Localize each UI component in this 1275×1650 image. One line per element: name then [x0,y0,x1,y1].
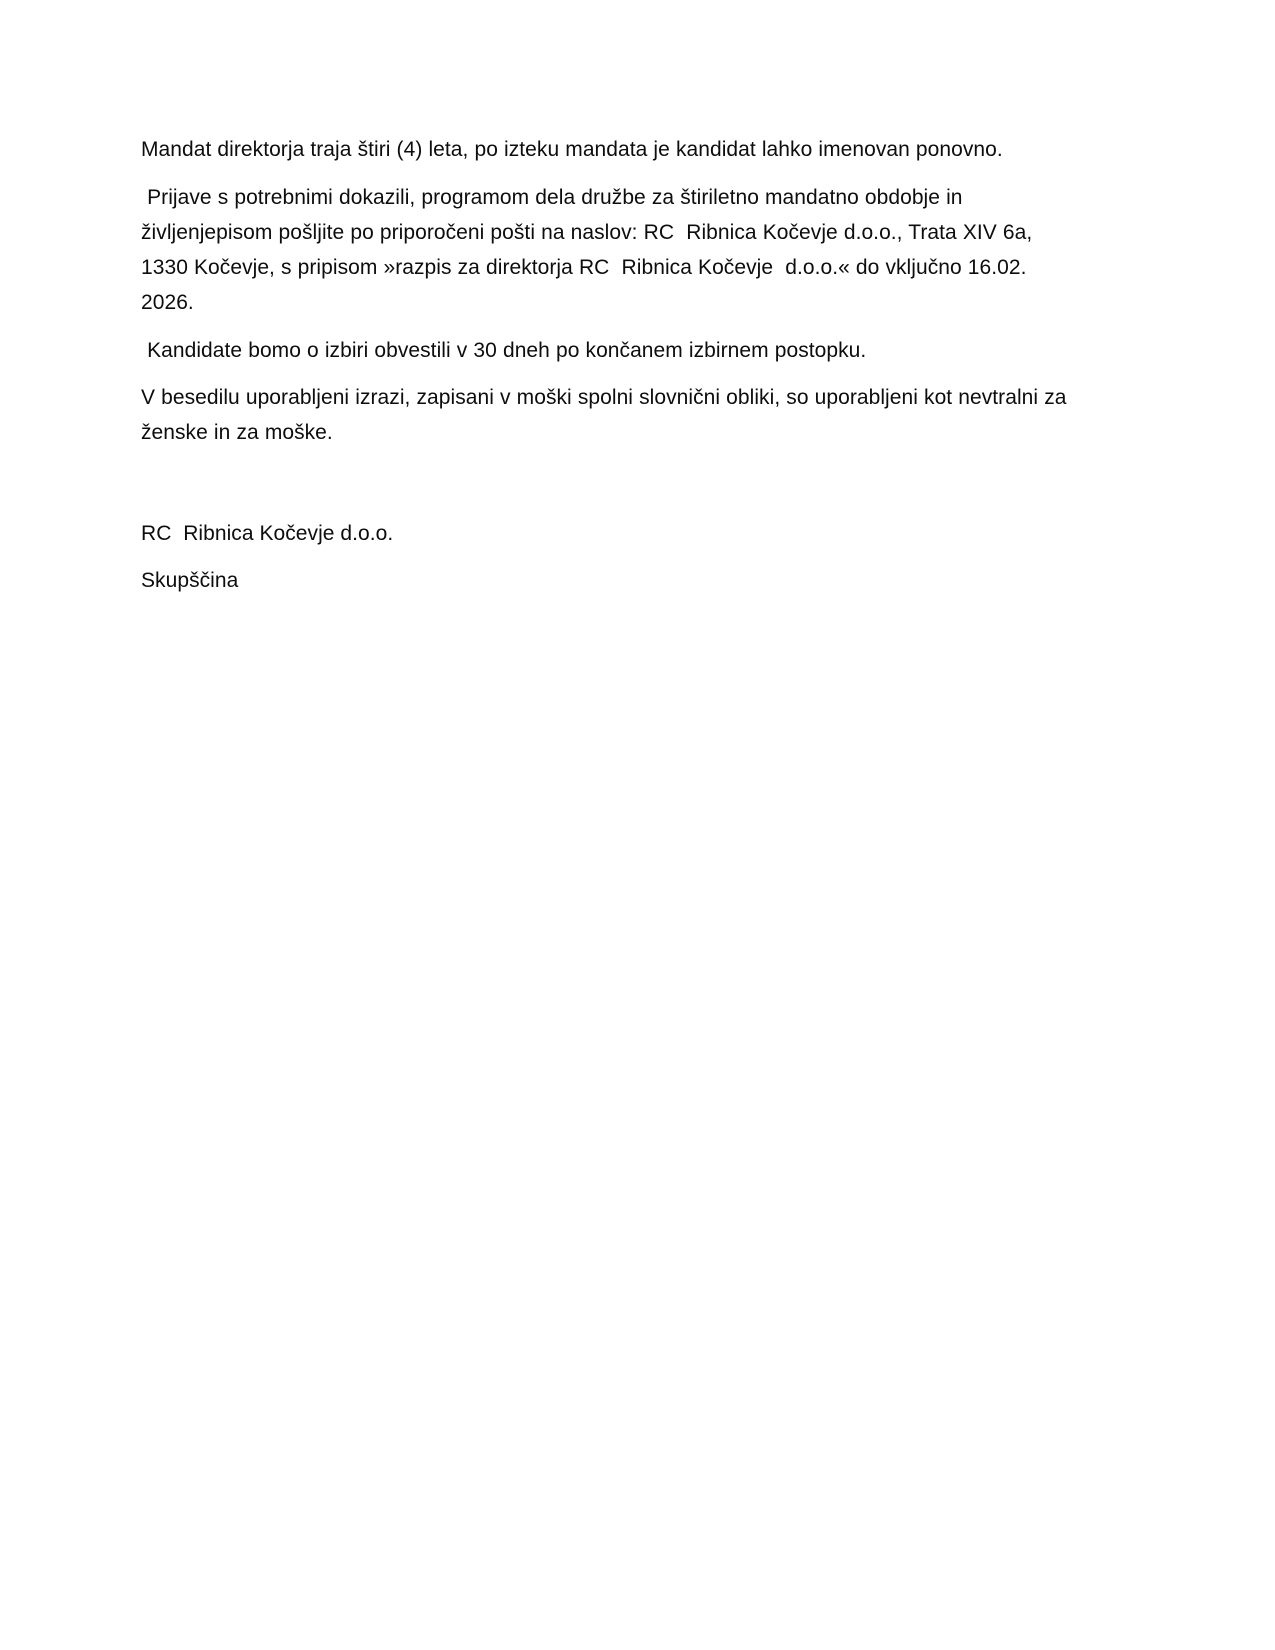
paragraph-gender-neutral-notice: V besedilu uporabljeni izrazi, zapisani v moški spolni slovnični obliki, so uporabljeni kot nevtralni za ženske in za moške. [141,386,1073,444]
signature-spacer [141,450,1069,516]
paragraph-application-instructions: Prijave s potrebnimi dokazili, programom dela družbe za štiriletno mandatno obdobje in življenjepisom pošljite po priporočeni pošti na naslov: RC Ribnica Kočevje d.o.o., Trata XIV 6a, 1330 Kočevje, s pripisom »razpis za direktorja RC Ribnica Kočevje d.o.o.« do vključno 16.02. 2026. [141,186,1039,314]
signature-block [141,516,1069,598]
paragraph-spacer [141,167,1069,180]
paragraph-notification-notice: Kandidate bomo o izbiri obvestili v 30 dneh po končanem izbirnem postopku. [141,339,867,362]
signature-body-name: Skupščina [141,569,239,592]
paragraph-spacer [141,320,1069,333]
signature-inner-spacer [141,551,1069,563]
document-body [141,132,1073,598]
signature-company-name: RC Ribnica Kočevje d.o.o. [141,522,394,545]
paragraph-spacer [141,368,1069,380]
paragraph-mandate-term: Mandat direktorja traja štiri (4) leta, po izteku mandata je kandidat lahko imenovan ponovno. [141,138,1003,161]
